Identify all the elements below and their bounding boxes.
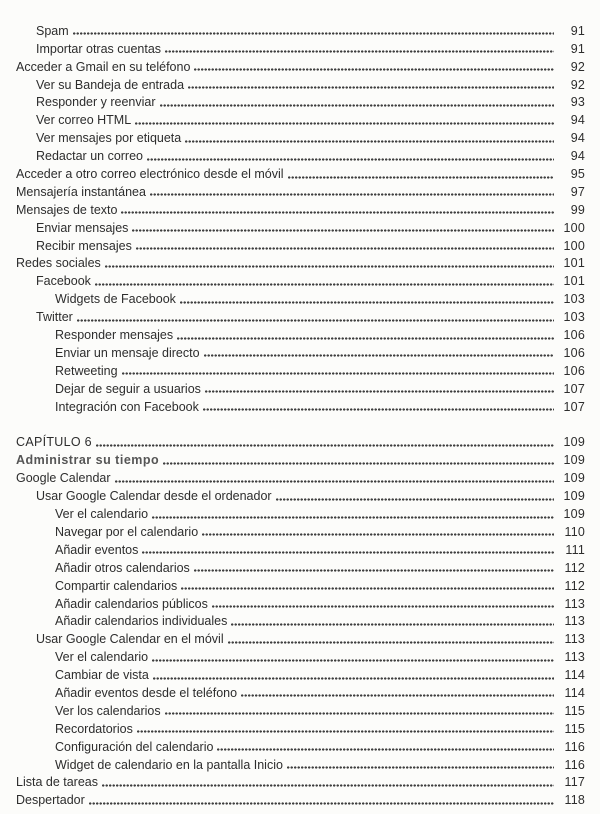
toc-entry bbox=[0, 718, 585, 736]
toc-leader-dots bbox=[152, 516, 554, 519]
toc-entry bbox=[0, 396, 585, 414]
toc-entry-label: Importar otras cuentas bbox=[36, 41, 162, 56]
toc-entry bbox=[0, 163, 585, 181]
toc-page-number: 114 bbox=[564, 668, 585, 683]
toc-leader-dots bbox=[217, 748, 554, 751]
toc-page-number: 113 bbox=[564, 596, 585, 611]
toc-entry bbox=[0, 306, 585, 324]
toc-entry bbox=[0, 521, 585, 539]
toc-entry bbox=[0, 288, 585, 306]
toc-page-number: 95 bbox=[570, 167, 585, 182]
toc-entry-label: CAPÍTULO 6 bbox=[16, 435, 92, 450]
toc-page-number: 92 bbox=[570, 59, 585, 74]
toc-entry bbox=[0, 449, 585, 467]
toc-entry bbox=[0, 235, 585, 253]
toc-entry-label: Lista de tareas bbox=[16, 775, 98, 790]
toc-entry-label: Widget de calendario en la pantalla Inicio bbox=[55, 757, 283, 772]
toc-leader-dots bbox=[160, 104, 554, 107]
toc-entry-label: Enviar un mensaje directo bbox=[55, 345, 200, 360]
toc-entry-label: Ver los calendarios bbox=[55, 703, 161, 718]
toc-entry-label: Integración con Facebook bbox=[55, 399, 199, 414]
toc-entry bbox=[0, 628, 585, 646]
toc-entry bbox=[0, 772, 585, 790]
toc-entry bbox=[0, 557, 585, 575]
toc-leader-dots bbox=[185, 140, 554, 143]
toc-leader-dots bbox=[203, 408, 554, 411]
toc-entry bbox=[0, 92, 585, 110]
toc-leader-dots bbox=[205, 390, 554, 393]
toc-page-number: 106 bbox=[563, 363, 585, 378]
toc-page-number: 91 bbox=[570, 23, 585, 38]
toc-page-number: 115 bbox=[564, 703, 585, 718]
toc-entry-label: Widgets de Facebook bbox=[55, 292, 176, 307]
toc-page-number: 103 bbox=[563, 310, 585, 325]
toc-leader-dots bbox=[122, 372, 554, 375]
toc-entry-label: Recordatorios bbox=[55, 721, 133, 736]
toc-entry bbox=[0, 467, 585, 485]
toc-leader-dots bbox=[135, 122, 554, 125]
toc-entry bbox=[0, 664, 585, 682]
toc-entry-label: Usar Google Calendar desde el ordenador bbox=[36, 489, 272, 504]
toc-entry-label: Compartir calendarios bbox=[55, 578, 178, 593]
toc-leader-dots bbox=[165, 712, 554, 715]
toc-leader-dots bbox=[163, 462, 554, 465]
toc-page-number: 117 bbox=[564, 775, 585, 790]
toc-page-number: 93 bbox=[570, 95, 585, 110]
toc-page-number: 100 bbox=[563, 220, 585, 235]
toc-leader-dots bbox=[136, 247, 554, 250]
toc-page-number: 110 bbox=[564, 524, 585, 539]
toc-leader-dots bbox=[288, 176, 555, 179]
toc-leader-dots bbox=[73, 32, 554, 35]
toc-entry bbox=[0, 360, 585, 378]
toc-entry-label: Añadir calendarios públicos bbox=[55, 596, 208, 611]
toc-page-number: 114 bbox=[564, 685, 585, 700]
toc-page-number: 113 bbox=[564, 632, 585, 647]
toc-list bbox=[0, 20, 585, 807]
toc-entry bbox=[0, 56, 585, 74]
toc-entry bbox=[0, 432, 585, 450]
toc-leader-dots bbox=[165, 50, 554, 53]
toc-entry-label: Añadir eventos desde el teléfono bbox=[55, 685, 238, 700]
toc-entry-label: Cambiar de vista bbox=[55, 668, 149, 683]
toc-entry-label: Facebook bbox=[36, 274, 91, 289]
toc-page-number: 101 bbox=[563, 274, 585, 289]
toc-leader-dots bbox=[152, 659, 554, 662]
toc-leader-dots bbox=[115, 480, 554, 483]
toc-entry bbox=[0, 754, 585, 772]
toc-leader-dots bbox=[96, 444, 554, 447]
toc-entry-label: Añadir otros calendarios bbox=[55, 560, 190, 575]
toc-entry bbox=[0, 253, 585, 271]
toc-page-number: 109 bbox=[563, 507, 585, 522]
toc-page-number: 109 bbox=[563, 435, 585, 450]
toc-leader-dots bbox=[95, 283, 554, 286]
toc-leader-dots bbox=[231, 623, 554, 626]
toc-leader-dots bbox=[137, 730, 554, 733]
toc-page-number: 112 bbox=[564, 560, 585, 575]
toc-leader-dots bbox=[287, 766, 554, 769]
toc-entry bbox=[0, 611, 585, 629]
toc-entry-label: Ver su Bandeja de entrada bbox=[36, 77, 185, 92]
toc-entry-label: Acceder a otro correo electrónico desde el móvil bbox=[16, 167, 284, 182]
toc-entry bbox=[0, 789, 585, 807]
toc-leader-dots bbox=[202, 533, 554, 536]
toc-page-number: 109 bbox=[563, 489, 585, 504]
toc-entry bbox=[0, 181, 585, 199]
toc-page-number: 101 bbox=[563, 256, 585, 271]
toc-leader-dots bbox=[241, 694, 554, 697]
toc-entry-label: Redes sociales bbox=[16, 256, 101, 271]
toc-page-number: 116 bbox=[564, 739, 585, 754]
toc-entry-label: Mensajería instantánea bbox=[16, 184, 146, 199]
toc-leader-dots bbox=[89, 802, 554, 805]
toc-leader-dots bbox=[212, 605, 554, 608]
toc-leader-dots bbox=[147, 158, 554, 161]
toc-page-number: 94 bbox=[570, 149, 585, 164]
toc-leader-dots bbox=[188, 86, 554, 89]
toc-leader-dots bbox=[121, 211, 554, 214]
toc-page-number: 107 bbox=[563, 399, 585, 414]
toc-leader-dots bbox=[77, 319, 554, 322]
toc-page-number: 94 bbox=[570, 113, 585, 128]
toc-entry bbox=[0, 485, 585, 503]
toc-entry bbox=[0, 270, 585, 288]
toc-entry bbox=[0, 38, 585, 56]
toc-leader-dots bbox=[102, 784, 554, 787]
toc-page-number: 99 bbox=[570, 202, 585, 217]
toc-entry-label: Usar Google Calendar en el móvil bbox=[36, 632, 224, 647]
toc-page-number: 91 bbox=[570, 41, 585, 56]
toc-entry bbox=[0, 342, 585, 360]
toc-entry-label: Enviar mensajes bbox=[36, 220, 129, 235]
toc-entry-label: Añadir calendarios individuales bbox=[55, 614, 228, 629]
toc-leader-dots bbox=[228, 641, 554, 644]
toc-entry-label: Despertador bbox=[16, 793, 85, 808]
toc-page-number: 118 bbox=[564, 793, 585, 808]
toc-entry-label: Dejar de seguir a usuarios bbox=[55, 381, 201, 396]
toc-entry bbox=[0, 593, 585, 611]
toc-leader-dots bbox=[181, 587, 554, 590]
toc-entry bbox=[0, 539, 585, 557]
toc-entry bbox=[0, 575, 585, 593]
toc-page-number: 113 bbox=[564, 650, 585, 665]
toc-page-number: 107 bbox=[563, 381, 585, 396]
toc-entry bbox=[0, 324, 585, 342]
toc-entry-label: Responder y reenviar bbox=[36, 95, 156, 110]
toc-entry-label: Spam bbox=[36, 23, 69, 38]
toc-leader-dots bbox=[142, 551, 554, 554]
toc-page-number: 97 bbox=[570, 184, 585, 199]
toc-entry bbox=[0, 127, 585, 145]
toc-entry bbox=[0, 74, 585, 92]
toc-page-number: 106 bbox=[563, 328, 585, 343]
toc-entry-label: Recibir mensajes bbox=[36, 238, 132, 253]
toc-leader-dots bbox=[132, 229, 554, 232]
toc-entry-label: Responder mensajes bbox=[55, 328, 174, 343]
toc-entry-label: Ver el calendario bbox=[55, 507, 149, 522]
toc-entry-label: Ver correo HTML bbox=[36, 113, 132, 128]
toc-page-number: 94 bbox=[570, 131, 585, 146]
toc-entry-label: Twitter bbox=[36, 310, 73, 325]
toc-entry-label: Google Calendar bbox=[16, 471, 111, 486]
toc-leader-dots bbox=[153, 677, 554, 680]
toc-entry-label: Ver mensajes por etiqueta bbox=[36, 131, 182, 146]
toc-entry-label: Navegar por el calendario bbox=[55, 524, 199, 539]
toc-leader-dots bbox=[276, 498, 554, 501]
toc-entry bbox=[0, 20, 585, 38]
toc-entry bbox=[0, 736, 585, 754]
toc-entry-label: Redactar un correo bbox=[36, 149, 144, 164]
toc-entry bbox=[0, 700, 585, 718]
toc-leader-dots bbox=[150, 193, 554, 196]
toc-entry-label: Mensajes de texto bbox=[16, 202, 118, 217]
toc-entry-label: Configuración del calendario bbox=[55, 739, 214, 754]
toc-entry-label: Administrar su tiempo bbox=[16, 453, 160, 468]
toc-page-number: 100 bbox=[563, 238, 585, 253]
toc-leader-dots bbox=[194, 569, 554, 572]
section-gap bbox=[0, 414, 585, 432]
toc-page-number: 116 bbox=[564, 757, 585, 772]
toc-entry-label: Acceder a Gmail en su teléfono bbox=[16, 59, 191, 74]
toc-entry-label: Retweeting bbox=[55, 363, 118, 378]
toc-entry bbox=[0, 109, 585, 127]
toc-entry bbox=[0, 646, 585, 664]
toc-page-number: 115 bbox=[564, 721, 585, 736]
toc-page-number: 103 bbox=[563, 292, 585, 307]
toc-entry-label: Añadir eventos bbox=[55, 542, 139, 557]
toc-entry-label: Ver el calendario bbox=[55, 650, 149, 665]
toc-page-number: 106 bbox=[563, 345, 585, 360]
toc-page-number: 111 bbox=[565, 542, 585, 557]
toc-entry bbox=[0, 199, 585, 217]
toc-leader-dots bbox=[105, 265, 554, 268]
toc-page-number: 109 bbox=[563, 471, 585, 486]
toc-entry bbox=[0, 217, 585, 235]
toc-entry bbox=[0, 682, 585, 700]
toc-leader-dots bbox=[204, 354, 554, 357]
toc-leader-dots bbox=[180, 301, 554, 304]
toc-page-number: 113 bbox=[564, 614, 585, 629]
toc-leader-dots bbox=[177, 337, 554, 340]
toc-page-number: 109 bbox=[563, 453, 585, 468]
toc-entry bbox=[0, 503, 585, 521]
toc-page-number: 112 bbox=[564, 578, 585, 593]
toc-leader-dots bbox=[194, 68, 554, 71]
toc-page-number: 92 bbox=[570, 77, 585, 92]
toc-entry bbox=[0, 378, 585, 396]
toc-entry bbox=[0, 145, 585, 163]
